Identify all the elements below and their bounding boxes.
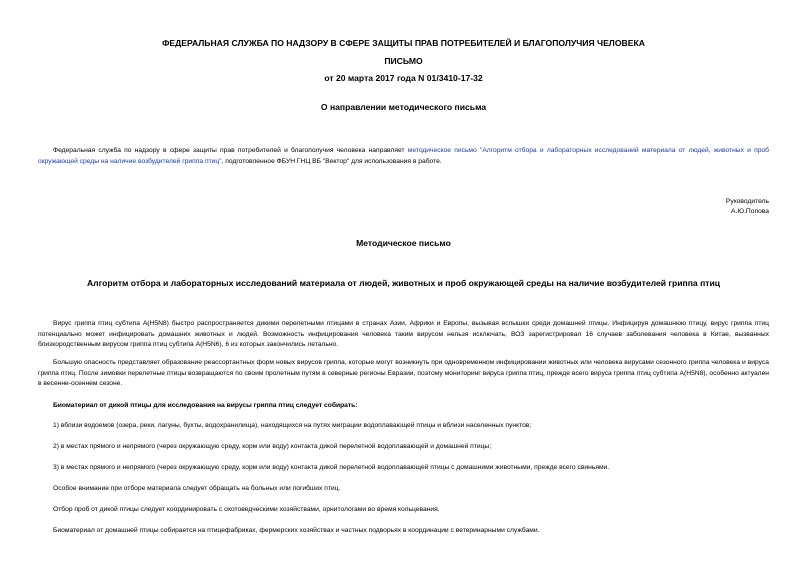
collection-heading: Биоматериал от дикой птицы для исследования на вирусы гриппа птиц следует собирать: xyxy=(53,402,358,409)
paragraph-4: Отбор проб от дикой птицы следует координировать с охотоведческими хозяйствами, орнитологами во время кольцевания. xyxy=(53,506,440,513)
intro-paragraph xyxy=(38,146,769,167)
paragraph-1: Вирус гриппа птиц субтипа A(H5N8) быстро распространяется дикими перелетными птицами в странах Азии, Африки и Европы, вызывая вспышки среди домашней птицы. Инфицируя домашнюю птицу, вирус гриппа птиц потенциально может инфицировать домашних животных и людей. Возможность инфицирования человека таким вирусом нельзя исключать, ВОЗ зарегистрировал 16 случаев заболевания человека в Китае, вызванных близкородственным вирусом гриппа птиц субтипа A(H5N6), 6 из которых закончились летально. xyxy=(38,320,769,348)
intro-text-before: Федеральная служба по надзору в сфере защиты прав потребителей и благополучия человека направляет xyxy=(53,147,408,154)
paragraph-2: Большую опасность представляет образование реассортантных форм новых вирусов гриппа, которые могут возникнуть при одновременном инфицировании животных или человека вирусами сезонного гриппа человека и вируса гриппа птиц. После зимовки перелетные птицы возвращаются по своим пролетным путям в северные регионы Евразии, поэтому мониторинг вируса гриппа птиц, прежде всего вируса гриппа птиц субтипа A(H5N8), особенно актуален в весенне-осеннем сезоне. xyxy=(38,359,769,387)
signature-name: А.Ю.Попова xyxy=(731,208,769,215)
method-letter-link[interactable]: методическое письмо "Алгоритм отбора и лабораторных исследований материала от людей, животных и проб окружающей среды на наличие возбудителей гриппа птиц" xyxy=(38,147,769,165)
list-item-1: 1) вблизи водоемов (озера, реки, лагуны, бухты, водохранилища), находящихся на путях миграции водоплавающей птицы и вблизи населенных пунктов; xyxy=(53,422,532,429)
subject-heading: О направлении методического письма xyxy=(320,102,487,112)
list-item-2: 2) в местах прямого и непрямого (через окружающую среду, корм или воду) контакта дикой перелетной водоплавающей и домашней птицы; xyxy=(53,443,492,450)
intro-text-after: , подготовленное ФБУН ГНЦ ВБ "Вектор" для использования в работе. xyxy=(221,157,442,165)
date-number: от 20 марта 2017 года N 01/3410-17-32 xyxy=(324,73,483,83)
document-type: ПИСЬМО xyxy=(384,56,423,66)
list-item-3: 3) в местах прямого и непрямого (через окружающую среду, корм или воду) контакта дикой перелетной водоплавающей птицы с домашними животными, прежде всего свиньями. xyxy=(53,464,610,471)
paragraph-3: Особое внимание при отборе материала следует обращать на больных или погибших птиц. xyxy=(53,485,341,492)
agency-heading: ФЕДЕРАЛЬНАЯ СЛУЖБА ПО НАДЗОРУ В СФЕРЕ ЗАЩИТЫ ПРАВ ПОТРЕБИТЕЛЕЙ И БЛАГОПОЛУЧИЯ ЧЕЛОВЕКА xyxy=(162,38,645,48)
paragraph-5: Биоматериал от домашней птицы собирается на птицефабриках, фермерских хозяйствах и частных подворьях в координации с ветеринарными службами. xyxy=(53,527,540,534)
letter-title: Методическое письмо xyxy=(356,238,451,248)
algorithm-title: Алгоритм отбора и лабораторных исследований материала от людей, животных и проб окружающей среды на наличие возбудителей гриппа птиц xyxy=(86,278,721,288)
signature-role: Руководитель xyxy=(725,198,769,205)
